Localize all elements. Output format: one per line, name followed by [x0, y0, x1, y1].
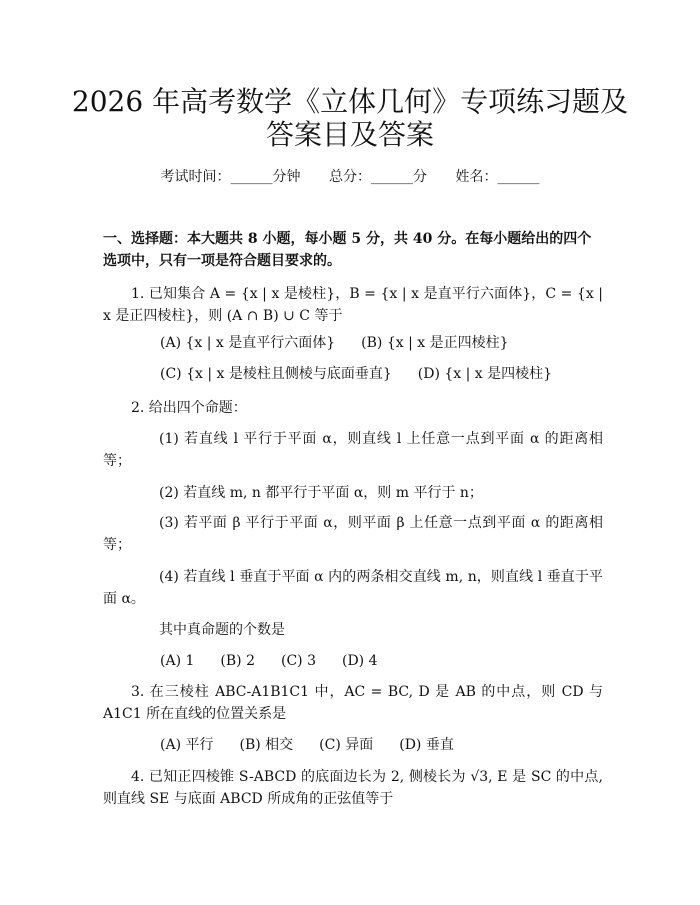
question-4-stem: 4. 已知正四棱锥 S-ABCD 的底面边长为 2, 侧棱长为 √3, E 是 SC 的中点, 则直线 SE 与底面 ABCD 所成角的正弦值等于: [103, 769, 603, 807]
q2-option-d: (D) 4: [341, 653, 378, 669]
q2-proposition-2: (2) 若直线 m, n 都平行于平面 α，则 m 平行于 n；: [159, 485, 483, 501]
section-heading: 一、选择题：本大题共 8 小题，每小题 5 分，共 40 分。在每小题给出的四个选项中，只有一项是符合题目要求的。: [103, 231, 592, 269]
q2-option-a: (A) 1: [160, 653, 195, 669]
title-line-1: 2026 年高考数学《立体几何》专项练习题及: [71, 85, 629, 118]
q1-option-d: (D) {x | x 是四棱柱}: [417, 366, 553, 382]
exam-time: 考试时间：______分钟: [160, 169, 301, 185]
question-3-stem: 3. 在三棱柱 ABC-A1B1C1 中，AC = BC, D 是 AB 的中点，则 CD 与 A1C1 所在直线的位置关系是: [103, 684, 603, 722]
q2-ask: 其中真命题的个数是: [159, 622, 285, 638]
q2-proposition-3: (3) 若平面 β 平行于平面 α，则平面 β 上任意一点到平面 α 的距离相等；: [103, 515, 603, 553]
question-2-stem: 2. 给出四个命题：: [131, 400, 247, 416]
question-2-options: [160, 650, 404, 672]
title-line-2: 答案目及答案: [265, 118, 434, 151]
q3-option-b: (B) 相交: [239, 737, 294, 753]
q2-proposition-1: (1) 若直线 l 平行于平面 α，则直线 l 上任意一点到平面 α 的距离相等；: [103, 431, 603, 469]
question-3-options: [160, 734, 480, 756]
question-1-stem: 1. 已知集合 A = {x | x 是棱柱}，B = {x | x 是直平行六面体}，C = {x | x 是正四棱柱}，则 (A ∩ B) ∪ C 等于: [103, 286, 603, 324]
q1-option-a: (A) {x | x 是直平行六面体}: [160, 335, 336, 351]
q2-option-c: (C) 3: [280, 653, 316, 669]
q1-option-b: (B) {x | x 是正四棱柱}: [361, 335, 509, 351]
q3-option-c: (C) 异面: [319, 737, 374, 753]
question-1-options-row-2: [160, 363, 578, 385]
q1-option-c: (C) {x | x 是棱柱且侧棱与底面垂直}: [160, 366, 392, 382]
exam-info: [0, 168, 700, 186]
q2-option-b: (B) 2: [220, 653, 255, 669]
q2-proposition-4: (4) 若直线 l 垂直于平面 α 内的两条相交直线 m, n，则直线 l 垂直于平面 α。: [103, 569, 603, 607]
q3-option-d: (D) 垂直: [399, 737, 454, 753]
exam-score: 总分：______分: [329, 169, 427, 185]
q3-option-a: (A) 平行: [160, 737, 214, 753]
question-1-options-row-1: [160, 332, 535, 354]
exam-name: 姓名：______: [455, 169, 540, 185]
